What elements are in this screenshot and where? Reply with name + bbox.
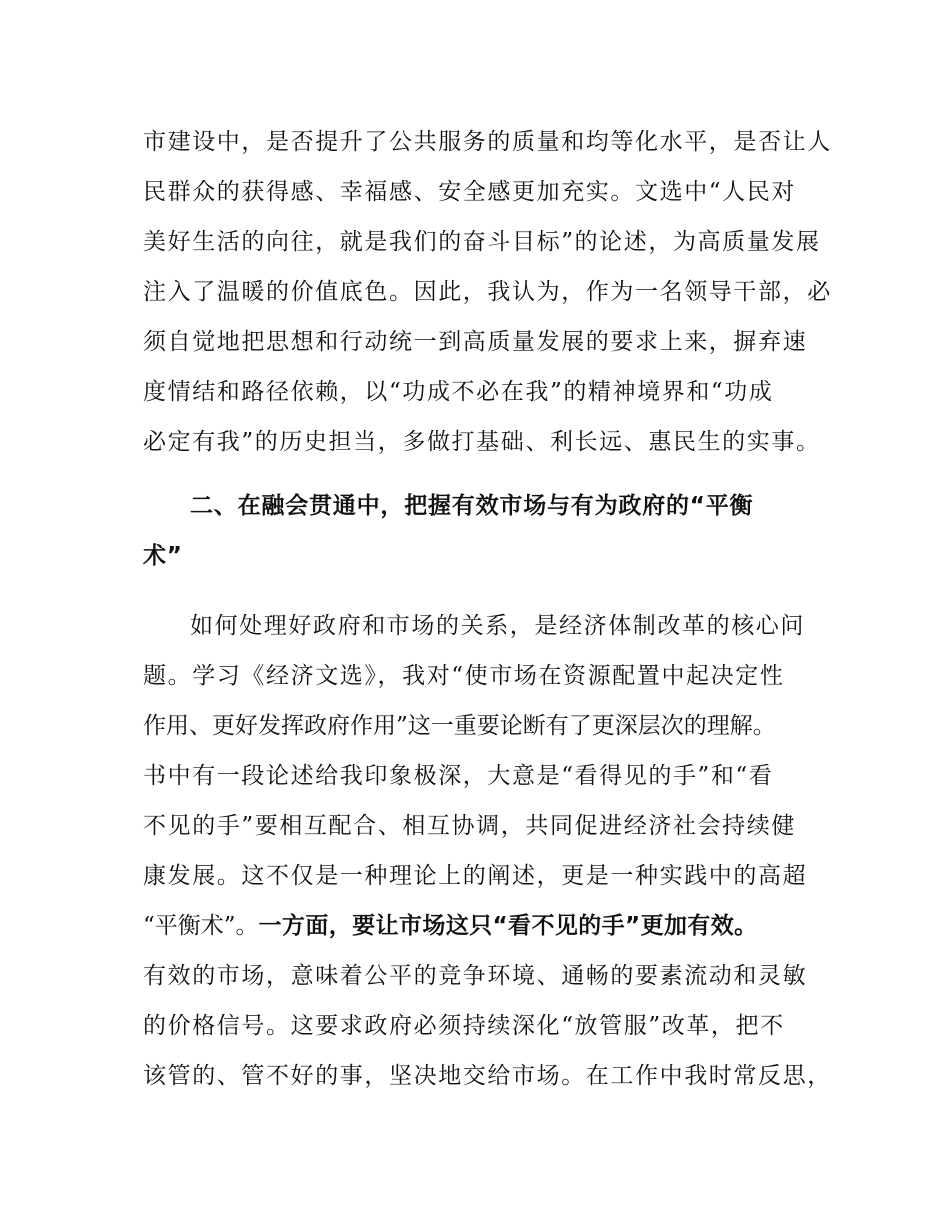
paragraph-line: 的价格信号。这要求政府必须持续深化“放管服”改革，把不 [143,1013,785,1039]
paragraph-line: 市建设中，是否提升了公共服务的质量和均等化水平，是否让人 [143,129,832,155]
paragraph-line: 如何处理好政府和市场的关系，是经济体制改革的核心问 [190,613,805,639]
section-heading-cont: 术” [143,543,183,569]
paragraph-line: 度情结和路径依赖，以“功成不必在我”的精神境界和“功成 [143,379,774,405]
paragraph-line: 注入了温暖的价值底色。因此，我认为，作为一名领导干部，必 [143,279,832,305]
normal-text: “平衡术”。 [143,913,259,939]
paragraph-line-mixed [143,908,823,944]
paragraph-line: 民群众的获得感、幸福感、安全感更加充实。文选中“人民对 [143,179,796,205]
paragraph-line: 必定有我”的历史担当，多做打基础、利长远、惠民生的实事。 [143,429,821,455]
paragraph-line: 须自觉地把思想和行动统一到高质量发展的要求上来，摒弃速 [143,329,808,355]
paragraph-line: 题。学习《经济文选》，我对“使市场在资源配置中起决定性 [143,663,785,689]
paragraph-line: 美好生活的向往，就是我们的奋斗目标”的论述，为高质量发展 [143,229,821,255]
paragraph-line: 该管的、管不好的事，坚决地交给市场。在工作中我时常反思， [143,1063,832,1089]
paragraph-line: 有效的市场，意味着公平的竞争环境、通畅的要素流动和灵敏 [143,963,808,989]
bold-emphasis-text: 一方面，要让市场这只“看不见的手”更加有效。 [258,913,758,939]
section-heading: 二、在融会贯通中，把握有效市场与有为政府的“平衡 [190,493,754,519]
paragraph-line: 不见的手”要相互配合、相互协调，共同促进经济社会持续健 [143,813,796,839]
paragraph-line: 书中有一段论述给我印象极深，大意是“看得见的手”和“看 [143,763,774,789]
paragraph-line: 康发展。这不仅是一种理论上的阐述，更是一种实践中的高超 [143,863,808,889]
paragraph-line: 作用、更好发挥政府作用”这一重要论断有了更深层次的理解。 [143,713,776,739]
